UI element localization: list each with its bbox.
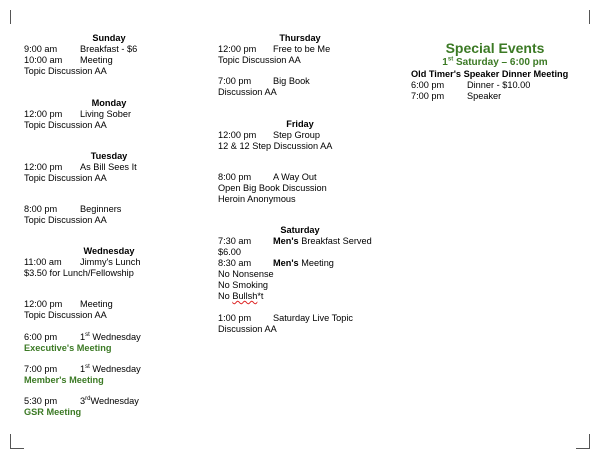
date-text: Saturday – 6:00 pm — [453, 57, 548, 68]
event-label: Wednesday — [92, 332, 141, 342]
event: As Bill Sees It — [80, 162, 137, 172]
event-detail: Open Big Book Discussion — [218, 183, 327, 193]
event — [80, 396, 139, 407]
event: Saturday Live Topic — [273, 313, 354, 323]
misspelled-word: Bullsh — [232, 291, 258, 301]
time: 7:00 pm — [411, 91, 445, 101]
special-events-date — [410, 57, 580, 68]
time: 5:30 pm — [24, 396, 58, 406]
event: Meeting — [80, 299, 113, 309]
tuesday-heading: Tuesday — [90, 151, 128, 161]
event-label: Breakfast Served — [301, 236, 372, 246]
text-part: *t — [257, 291, 264, 301]
crop-mark-bottom-left-h — [10, 448, 24, 449]
crop-mark-bottom-right-v — [589, 434, 590, 448]
time: 6:00 pm — [24, 332, 58, 342]
event: Living Sober — [80, 109, 132, 119]
time: 6:00 pm — [411, 80, 445, 90]
event: Jimmy's Lunch — [80, 257, 141, 267]
crop-mark-bottom-right-h — [576, 448, 590, 449]
event-detail: Discussion AA — [218, 87, 277, 97]
event: Speaker — [467, 91, 502, 101]
event-detail: $6.00 — [218, 247, 241, 257]
monday-heading: Monday — [91, 98, 127, 108]
event-detail: 12 & 12 Step Discussion AA — [218, 141, 333, 151]
time: 9:00 am — [24, 44, 58, 54]
crop-mark-top-right-v — [589, 10, 590, 24]
event: Dinner - $10.00 — [467, 80, 531, 90]
event-label: Wednesday — [92, 364, 141, 374]
event: Free to be Me — [273, 44, 331, 54]
event-label: Meeting — [301, 258, 334, 268]
event: Breakfast - $6 — [80, 44, 138, 54]
gsr-meeting: GSR Meeting — [24, 407, 82, 417]
event-detail: Topic Discussion AA — [218, 55, 301, 65]
event: Step Group — [273, 130, 320, 140]
member-meeting: Member's Meeting — [24, 375, 104, 385]
time: 7:00 pm — [24, 364, 58, 374]
time: 8:00 pm — [24, 204, 58, 214]
event: A Way Out — [273, 172, 317, 182]
event-detail: Topic Discussion AA — [24, 310, 107, 320]
event-detail: Topic Discussion AA — [24, 215, 107, 225]
time: 7:30 am — [218, 236, 252, 246]
time: 8:00 pm — [218, 172, 252, 182]
time: 12:00 pm — [218, 44, 257, 54]
ordinal-number: 1 — [80, 332, 86, 342]
time: 11:00 am — [24, 257, 62, 267]
event-label: Wednesday — [90, 396, 139, 406]
crop-mark-top-left-v — [10, 10, 11, 24]
time: 1:00 pm — [218, 313, 252, 323]
ordinal-suffix: st — [85, 363, 90, 370]
time: 12:00 pm — [24, 299, 63, 309]
event-detail: Topic Discussion AA — [24, 66, 107, 76]
ordinal-suffix: st — [447, 56, 454, 63]
ordinal-number: 3 — [80, 396, 86, 406]
ordinal-number: 1 — [80, 364, 86, 374]
time: 12:00 pm — [24, 162, 63, 172]
text-part: No — [218, 291, 233, 301]
event-detail: $3.50 for Lunch/Fellowship — [24, 268, 134, 278]
time: 7:00 pm — [218, 76, 252, 86]
event-detail: Topic Discussion AA — [24, 173, 107, 183]
crop-mark-bottom-left-v — [10, 434, 11, 448]
ordinal-number: 1 — [442, 57, 448, 68]
event-detail: Heroin Anonymous — [218, 194, 296, 204]
time: 8:30 am — [218, 258, 252, 268]
mens-label: Men's — [273, 258, 299, 268]
event — [80, 332, 141, 343]
saturday-heading: Saturday — [280, 225, 320, 235]
event-detail: No Smoking — [218, 280, 269, 290]
ordinal-suffix: rd — [85, 395, 91, 402]
event-detail: No Nonsense — [218, 269, 274, 279]
mens-label: Men's — [273, 236, 299, 246]
special-events-title: Special Events — [445, 40, 545, 56]
event-detail — [218, 291, 263, 302]
event — [80, 364, 141, 375]
friday-heading: Friday — [286, 119, 314, 129]
thursday-heading: Thursday — [279, 33, 321, 43]
time: 12:00 pm — [24, 109, 63, 119]
sunday-heading: Sunday — [92, 33, 126, 43]
special-event-heading: Old Timer's Speaker Dinner Meeting — [411, 69, 569, 79]
event: Meeting — [80, 55, 113, 65]
event: Beginners — [80, 204, 122, 214]
wednesday-heading: Wednesday — [83, 246, 135, 256]
event — [273, 236, 372, 247]
time: 10:00 am — [24, 55, 63, 65]
time: 12:00 pm — [218, 130, 257, 140]
event-detail: Discussion AA — [218, 324, 277, 334]
executive-meeting: Executive's Meeting — [24, 343, 112, 353]
event-detail: Topic Discussion AA — [24, 120, 107, 130]
event: Big Book — [273, 76, 310, 86]
event — [273, 258, 334, 269]
ordinal-suffix: st — [85, 331, 90, 338]
